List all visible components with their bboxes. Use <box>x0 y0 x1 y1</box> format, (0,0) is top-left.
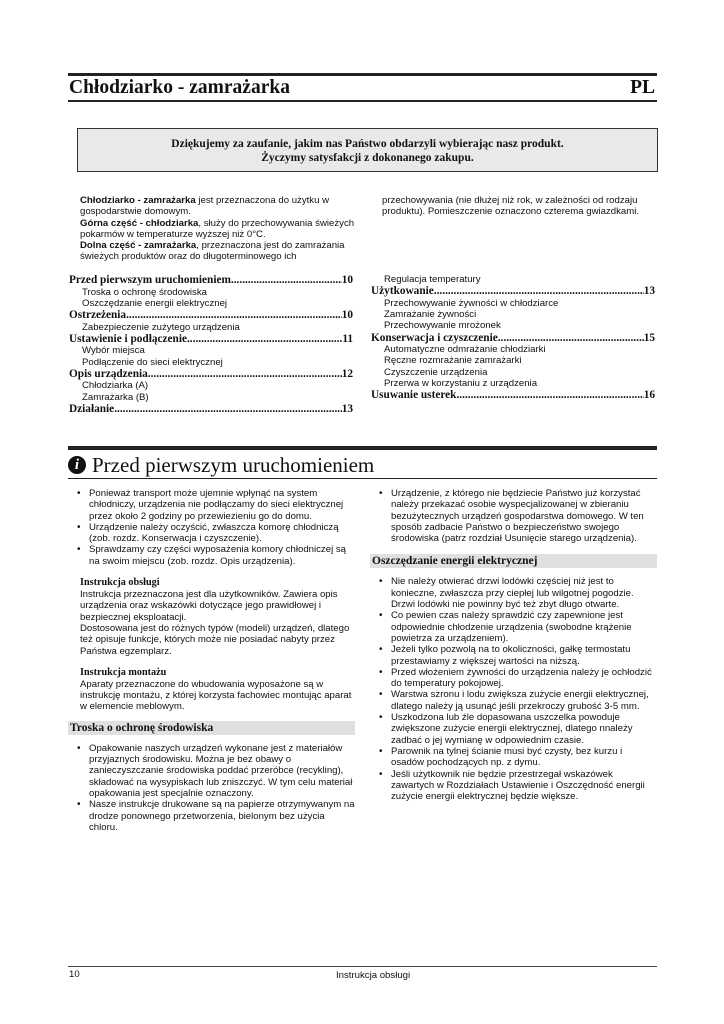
thank-you-box <box>77 128 658 172</box>
toc-sub-entry: Zamrażarka (B) <box>82 391 149 403</box>
intro-text: , przeznaczona jest do zamrażania świeżych produktów oraz do długoterminowego ich <box>80 240 345 263</box>
section-bar-energy: Oszczędzanie energii elektrycznej <box>370 554 657 568</box>
toc-sub-entry: Wybór miejsca <box>82 345 145 357</box>
toc-leader-dots <box>456 389 643 402</box>
info-icon: i <box>68 456 86 474</box>
toc-sub-entry: Automatyczne odmrażanie chłodziarki <box>384 344 546 356</box>
footer-text: Instrukcja obsługi <box>336 970 411 981</box>
toc-sub-entry: Przechowywanie mrożonek <box>384 320 501 332</box>
list-item: • Jeżeli tylko pozwolą na to okoliczności, gałkę termostatu przestawiamy z większej wartości na niższą. <box>391 644 657 667</box>
intro-bold: Chłodziarko - zamrażarka <box>80 195 196 206</box>
list-item: • Opakowanie naszych urządzeń wykonane jest z materiałów przyjaznych środowisku. Można je bez obawy o zanieczyszczanie środowiska poddać przeróbce (recykling), składować na wysypiskach lub zniszczyć. W tym celu materiał opakowania jest specjalnie oznaczony. <box>89 743 355 799</box>
toc-entry-page: 13 <box>341 403 353 416</box>
thank-you-line-2: Życzymy satysfakcji z dokonanego zakupu. <box>261 152 474 164</box>
thank-you-line-1: Dziękujemy za zaufanie, jakim nas Państwo obdarzyli wybierając nasz produkt. <box>171 138 564 150</box>
bullet-list <box>370 488 657 544</box>
toc-entry-title: Ostrzeżenia <box>69 309 127 322</box>
toc-entry-page: 10 <box>341 309 353 322</box>
toc-entry-page: 11 <box>342 332 353 345</box>
bullet-list <box>370 576 657 802</box>
toc-entry[interactable] <box>69 368 353 381</box>
list-item: • Co pewien czas należy sprawdzić czy zapewnione jest odpowiednie chłodzenie urządzenia (swobodne krążenie powietrza za urządzeniem). <box>391 610 657 644</box>
intro-text: jest przeznaczona do użytku w gospodarstwie domowym. <box>80 195 330 218</box>
list-item: • Uszkodzona lub źle dopasowana uszczelka powoduje zwiększone zużycie energii elektrycznej, dlatego nnależy zadbać o jej wymianę w odpowiednim czasie. <box>391 712 657 746</box>
section-heading <box>68 453 374 477</box>
subheading-instruction: Instrukcja obsługi <box>80 577 160 589</box>
subheading-mounting: Instrukcja montażu <box>80 666 167 678</box>
toc-sub-entry: Ręczne rozmrażanie zamrażarki <box>384 355 522 367</box>
list-item: • Sprawdzamy czy części wyposażenia komory chłodniczej są na swoim miejscu (zob. rozdz. Opis urządzenia). <box>89 544 355 567</box>
toc-sub-entry: Chłodziarka (A) <box>82 380 149 392</box>
list-item: • Jeśli użytkownik nie będzie przestrzegał wskazówek zawartych w Rozdziałach Ustawienie i Oszczędność energii zużycie energii elektrycznej będzie większe. <box>391 769 657 803</box>
section-title: Przed pierwszym uruchomieniem <box>92 453 375 477</box>
paragraph: Dostosowana jest do różnych typów (modeli) urządzeń, dlatego też opisuje funkcje, których może nie posiadać nabyty przez Państwa egzemplarz. <box>80 622 350 657</box>
toc-entry[interactable] <box>371 332 655 345</box>
list-item: • Warstwa szronu i lodu zwiększa zużycie energii elektrycznej, dlatego należy ją usunąć jeśli przekroczy grubość 3-5 mm. <box>391 689 657 712</box>
toc-sub-entry: Troska o ochronę środowiska <box>82 286 207 298</box>
toc-leader-dots <box>434 285 644 298</box>
toc-sub-entry: Przerwa w korzystaniu z urządzenia <box>384 378 538 390</box>
intro-paragraph <box>80 240 362 263</box>
bullet-list <box>68 488 355 567</box>
right-column <box>370 488 657 802</box>
toc-entry[interactable] <box>371 389 655 402</box>
list-item: • Przed włożeniem żywności do urządzenia należy je ochłodzić do temperatury pokojowej. <box>391 667 657 690</box>
list-item: • Urządzenie, z którego nie będziecie Państwo już korzystać należy przekazać osobie wyspecjalizowanej w zbieraniu bezużytecznych urządzeń gospodarstwa domowego. W ten sposób zadbacie Państwo o bezpieczeństwo swojego środowiska (patrz rozdział Usunięcie starego urządzenia). <box>391 488 657 544</box>
toc-entry-title: Konserwacja i czyszczenie <box>371 331 498 344</box>
toc-leader-dots <box>231 274 342 287</box>
intro-right: przechowywania (nie dłużej niż rok, w zależności od rodzaju produktu). Pomieszczenie oznaczono czterema gwiazdkami. <box>382 195 640 218</box>
list-item: • Nie należy otwierać drzwi lodówki częściej niż jest to konieczne, zwłaszcza przy ciepłej lub wilgotnej pogodzie. Drzwi lodówki nie powinny być też zbyt długo otwarte. <box>391 576 657 610</box>
left-column <box>68 488 355 833</box>
list-item: • Urządzenie należy oczyścić, zwłaszcza komorę chłodniczą (zob. rozdz. Konserwacja i czyszczenie). <box>89 522 355 545</box>
intro-bold: Dolna część - zamrażarka <box>80 240 197 252</box>
toc-sub-entry: Czyszczenie urządzenia <box>384 366 488 378</box>
section-bottom-rule <box>68 478 657 479</box>
toc-entry-title: Usuwanie usterek <box>371 389 457 402</box>
toc-entry-title: Użytkowanie <box>371 285 434 298</box>
toc-entry-page: 16 <box>643 389 655 402</box>
bullet-list <box>68 743 355 833</box>
toc-entry[interactable] <box>69 309 353 322</box>
intro-bold: Górna część - chłodziarka <box>80 217 199 229</box>
toc-sub-entry: Zamrażanie żywności <box>384 309 477 321</box>
list-item: • Ponieważ transport może ujemnie wpłynąć na system chłodniczy, urządzenia nie podłączamy do sieci elektrycznej przez około 2 godziny po przewiezieniu go do domu. <box>89 488 355 522</box>
toc-entry[interactable] <box>69 333 353 346</box>
toc-sub-entry: Podłączenie do sieci elektrycznej <box>82 356 223 368</box>
section-bar-environment: Troska o ochronę środowiska <box>68 721 355 735</box>
toc-entry-title: Opis urządzenia <box>69 367 148 380</box>
paragraph: Instrukcja przeznaczona jest dla użytkowników. Zawiera opis urządzenia oraz wskazówki dotyczące jego prawidłowej i bezpiecznej eksploatacji. <box>80 589 338 623</box>
toc-leader-dots <box>187 333 342 346</box>
intro-left <box>80 195 362 263</box>
toc-entry[interactable] <box>371 285 655 298</box>
language-code: PL <box>630 77 655 98</box>
toc-entry-page: 12 <box>341 367 353 380</box>
toc-entry[interactable] <box>69 274 353 287</box>
toc-sub-entry: Oszczędzanie energii elektrycznej <box>82 297 228 309</box>
toc-entry-page: 15 <box>643 331 655 344</box>
toc-right-column <box>371 274 655 402</box>
toc-entry-page: 13 <box>643 285 655 298</box>
footer-rule <box>68 966 657 967</box>
toc-entry[interactable] <box>69 403 353 416</box>
header-bottom-rule <box>68 100 657 102</box>
toc-entry-page: 10 <box>341 274 353 286</box>
intro-text: , służy do przechowywania świeżych pokarmów w temperaturze wyższej niż 0°C. <box>80 217 355 240</box>
list-item: • Parownik na tylnej ścianie musi być czysty, bez kurzu i osadów pochodzących np. z dymu. <box>391 746 657 769</box>
toc-leader-dots <box>126 309 342 322</box>
toc-sub-entry: Zabezpieczenie zużytego urządzenia <box>82 321 240 333</box>
intro-paragraph <box>80 218 362 241</box>
page-number: 10 <box>69 969 80 980</box>
toc-leader-dots <box>498 332 644 345</box>
intro-paragraph <box>80 195 362 218</box>
toc-sub-entry: Regulacja temperatury <box>384 274 481 285</box>
toc-entry-title: Przed pierwszym uruchomieniem <box>69 274 231 286</box>
toc-entry-title: Działanie <box>69 403 115 416</box>
page-title: Chłodziarko - zamrażarka <box>69 77 290 98</box>
toc-sub-entry: Przechowywanie żywności w chłodziarce <box>384 297 559 309</box>
toc-left-column <box>69 274 353 416</box>
toc-leader-dots <box>114 403 342 416</box>
toc-entry-title: Ustawienie i podłączenie <box>69 332 187 345</box>
toc-leader-dots <box>148 368 342 381</box>
paragraph: Aparaty przeznaczone do wbudowania wyposażone są w instrukcję montażu, z której korzysta fachowiec montując aparat w elemencie meblowym. <box>80 678 352 713</box>
section-top-rule <box>68 446 657 450</box>
list-item: • Nasze instrukcje drukowane są na papierze otrzymywanym na drodze ponownego przetworzenia, bielonym bez użycia chloru. <box>89 799 355 833</box>
